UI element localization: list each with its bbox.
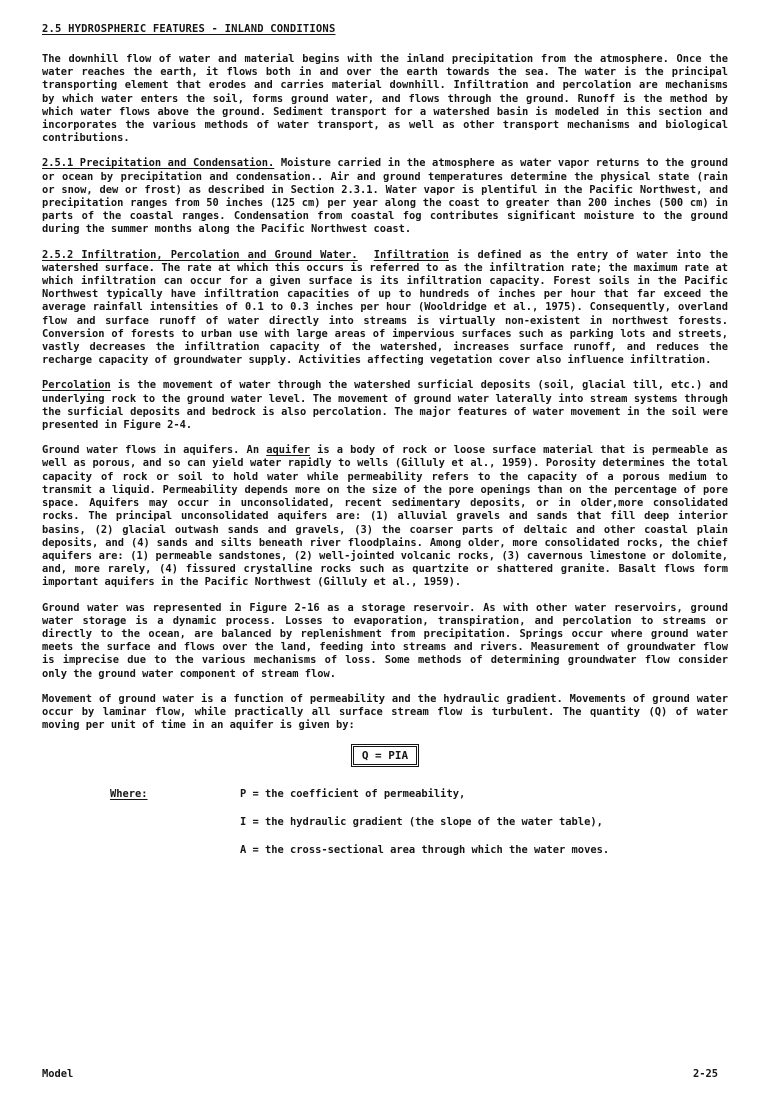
storage-text: Ground water was represented in Figure 2-16 as a storage reservoir. As with other water reservoirs, ground water storage is a dynamic process. Losses to evaporation, transpiration, and percolation to streams or directly to the ocean, are balanced by replenishment from precipitation. Springs occur where ground water meets the surface and flows over the land, feeding into streams and rivers. Measurement of groundwater flow is imprecise due to the various mechanisms of loss. Some methods of determining groundwater flow consider only the ground water component of stream flow. xyxy=(42,601,728,680)
where-row xyxy=(42,843,728,857)
intro-text: The downhill flow of water and material begins with the inland precipitation from the atmosphere. Once the water reaches the earth, it flows both in and over the earth towards the sea. The water is the principal transporting element that erodes and carries material downhill. Infiltration and percolation are mechanisms by which water enters the soil, forms ground water, and flows through the ground. Runoff is the method by which water flows above the ground. Sediment transport for a watershed basin is modeled in this section and incorporates the various methods of water transport, as well as other transport mechanisms and biological contributions. xyxy=(42,53,728,145)
aquifer-text: is a body of rock or loose surface material that is permeable as well as porous, and so can yield water rapidly to wells (Gilluly et al., 1959). Porosity determines the total capacity of rock or soil to hold water while permeability refers to the capacity of a porous medium to transmit a liquid. Permeability depends more on the size of the pore openings than on the percentage of pore space. Aquifers may occur in unconsolidated, recent sedimentary deposits, or in older,more consolidated rocks. The principal unconsolidated aquifers are: (1) alluvial gravels and sands that fill deep interior basins, (2) glacial outwash sands and gravels, (3) the coarser parts of deltaic and other coastal plain deposits, and (4) sands and silts beneath river floodplains. Among older, more consolidated rocks, the chief aquifers are: (1) permeable sandstones, (2) well-jointed volcanic rocks, (3) cavernous limestone or dolomite, and, more rarely, (4) fissured crystalline rocks such as quartzite or shattered granite. Basalt flows form important aquifers in the Pacific Northwest (Gilluly et al., 1959). xyxy=(42,444,728,589)
movement-paragraph xyxy=(42,693,728,733)
where-row xyxy=(42,787,728,801)
percolation-text: is the movement of water through the watershed surficial deposits (soil, glacial till, etc.) and underlying rock to the ground water level. The movement of ground water laterally into stream systems through the surficial deposits and bedrock is also percolation. The major features of water movement in the soil were presented in Figure 2-4. xyxy=(42,379,728,432)
intro-paragraph xyxy=(42,53,728,145)
footer-left-label: Model xyxy=(42,1068,74,1080)
aquifer-paragraph xyxy=(42,444,728,589)
aquifer-lead: Ground water flows in aquifers. An xyxy=(42,444,267,457)
infiltration-paragraph xyxy=(42,249,728,368)
infiltration-text: is defined as the entry of water into the watershed surface. The rate at which this occurs is referred to as the infiltration rate; the maximum rate at which infiltration can occur for a given surface is its infiltration capacity. Forest soils in the Pacific Northwest typically have infiltration capacities of up to hundreds of inches per hour that far exceed the average rainfall intensities of 0.1 to 0.3 inches per hour (Wooldridge et al., 1975). Consequently, overland flow and surface runoff of water directly into streams is virtually non-existent in northwest forests. Conversion of forests to urban use with large areas of impervious surfaces such as parking lots and streets, vastly decreases the infiltration capacity of the watershed, increases surface runoff, and reduces the recharge capacity of groundwater supply. Activities affecting vegetation cover also influence infiltration. xyxy=(42,248,728,367)
precipitation-text: Moisture carried in the atmosphere as water vapor returns to the ground or ocean by precipitation and condensation.. Air and ground temperatures determine the physical state (rain or snow, dew or frost) as described in Section 2.3.1. Water vapor is plentiful in the Pacific Northwest, and precipitation ranges from 50 inches (125 cm) per year along the coast to greater than 200 inches (500 cm) in parts of the coastal ranges. Condensation from coastal fog contributes significant moisture to the ground during the summer months along the Pacific Northwest coast. xyxy=(42,157,728,236)
where-definition: A = the cross-sectional area through which the water moves. xyxy=(240,844,610,857)
percolation-term: Percolation xyxy=(42,379,111,392)
formula-container xyxy=(42,744,728,767)
infiltration-term: Infiltration xyxy=(373,248,449,261)
page-footer xyxy=(42,1068,718,1080)
where-definition: I = the hydraulic gradient (the slope of the water table), xyxy=(240,816,603,829)
movement-text: Movement of ground water is a function of permeability and the hydraulic gradient. Movements of ground water occur by laminar flow, while practically all surface stream flow is turbulent. The quantity (Q) of water moving per unit of time in an aquifer is given by: xyxy=(42,692,728,732)
formula-box: Q = PIA xyxy=(351,744,419,767)
precipitation-title: 2.5.1 Precipitation and Condensation. xyxy=(42,157,275,170)
page-number: 2-25 xyxy=(692,1068,718,1080)
where-label: Where: xyxy=(110,788,148,801)
where-label-cell xyxy=(42,787,240,801)
storage-paragraph xyxy=(42,602,728,681)
where-list xyxy=(42,787,728,857)
section-heading: 2.5 HYDROSPHERIC FEATURES - INLAND CONDITIONS xyxy=(42,23,336,35)
infiltration-title: 2.5.2 Infiltration, Percolation and Ground Water. xyxy=(42,248,358,261)
percolation-paragraph xyxy=(42,379,728,432)
where-label-cell xyxy=(42,815,240,829)
where-label-cell xyxy=(42,843,240,857)
precipitation-paragraph xyxy=(42,157,728,236)
aquifer-term: aquifer xyxy=(266,444,310,457)
where-row xyxy=(42,815,728,829)
where-definition: P = the coefficient of permeability, xyxy=(240,788,466,801)
